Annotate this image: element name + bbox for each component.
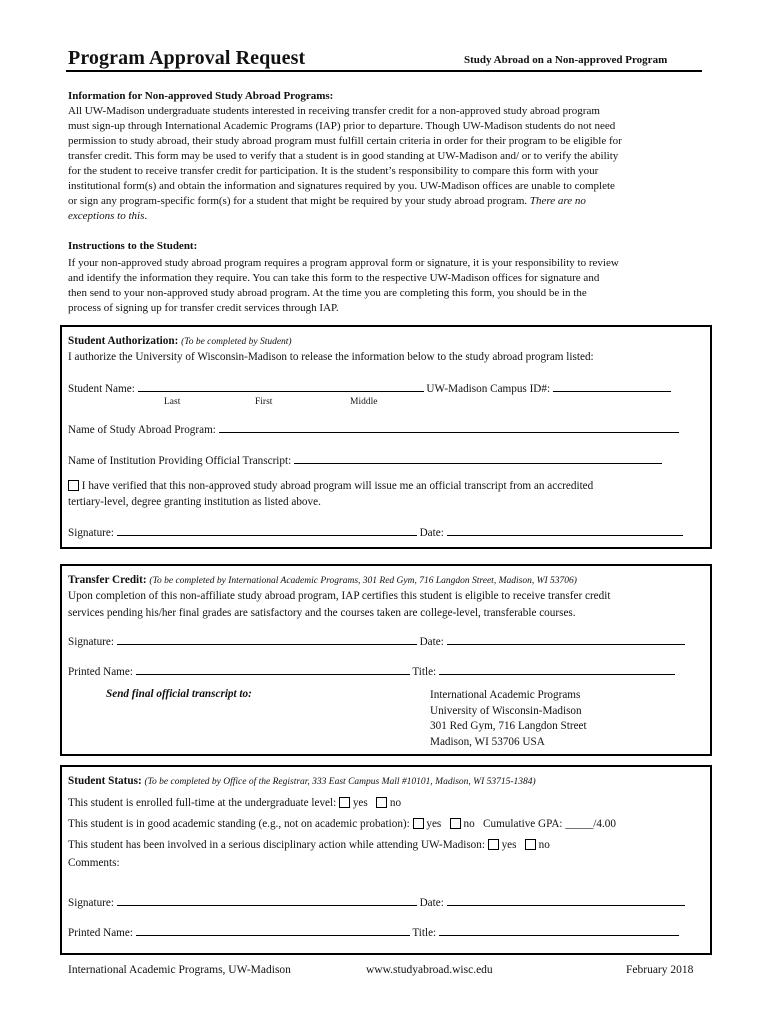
status-heading-row — [68, 775, 536, 787]
signature-label: Signature: — [68, 636, 117, 648]
gpa-label: Cumulative GPA: — [483, 818, 566, 830]
disciplinary-yes-checkbox[interactable] — [488, 839, 499, 850]
info-line: for the student to receive transfer credit for participation. It is the student’s responsibility to compare this form with your — [68, 165, 599, 177]
address-line: 301 Red Gym, 716 Langdon Street — [430, 720, 587, 732]
sub-first: First — [255, 397, 273, 407]
info-line: institutional form(s) and obtain the information and signatures required by you. UW-Madison offices are unable to complete — [68, 180, 615, 192]
campus-id-field[interactable] — [553, 381, 671, 392]
instructions-line: If your non-approved study abroad program requires a program approval form or signature, it is your responsibility to review — [68, 257, 619, 269]
yes-label: yes — [426, 818, 442, 830]
registrar-printed-name-field[interactable] — [136, 925, 410, 936]
address-line: Madison, WI 53706 USA — [430, 735, 545, 748]
info-heading: Information for Non-approved Study Abroad Programs: — [68, 90, 334, 102]
info-line: All UW-Madison undergraduate students interested in receiving transfer credit for a non-approved study abroad program — [68, 105, 600, 117]
iap-signature-field[interactable] — [117, 634, 417, 645]
iap-title-field[interactable] — [439, 664, 675, 675]
program-name-field[interactable] — [219, 422, 679, 433]
printed-name-label: Printed Name: — [68, 927, 136, 939]
yes-label: yes — [501, 839, 517, 851]
gpa-field[interactable]: _____/4.00 — [565, 818, 616, 830]
program-name-label: Name of Study Abroad Program: — [68, 424, 219, 436]
student-auth-note: (To be completed by Student) — [181, 337, 292, 347]
title-divider — [66, 70, 702, 72]
info-emphasis: There are no — [529, 195, 586, 207]
institution-field[interactable] — [294, 453, 662, 464]
date-label: Date: — [416, 636, 447, 648]
disciplinary-no-checkbox[interactable] — [525, 839, 536, 850]
yes-label: yes — [352, 797, 368, 809]
footer-date: February 2018 — [626, 964, 694, 976]
student-date-field[interactable] — [447, 525, 683, 536]
iap-printed-name-field[interactable] — [136, 664, 410, 675]
instructions-line: process of signing up for transfer credit services through IAP. — [68, 302, 339, 314]
signature-label: Signature: — [68, 897, 117, 909]
student-name-field[interactable] — [138, 381, 424, 392]
student-signature-row — [68, 525, 683, 539]
student-name-row — [68, 381, 671, 395]
registrar-title-field[interactable] — [439, 925, 679, 936]
standing-question: This student is in good academic standing (e.g., not on academic probation): — [68, 818, 413, 830]
verify-text-cont: tertiary-level, degree granting institution as listed above. — [68, 496, 321, 508]
info-paragraph — [68, 104, 718, 224]
info-line: transfer credit. This form may be used to verify that a student is in good standing at UW-Madison and/ or to verify the ability — [68, 150, 619, 162]
student-auth-heading-row — [68, 335, 292, 347]
student-auth-intro: I authorize the University of Wisconsin-Madison to release the information below to the study abroad program listed: — [68, 351, 594, 363]
enrolled-row — [68, 797, 401, 809]
transfer-heading: Transfer Credit: — [68, 574, 147, 586]
info-line: must sign-up through International Academic Programs (IAP) prior to departure. Though UW-Madison students do not need — [68, 120, 616, 132]
signature-label: Signature: — [68, 527, 117, 539]
standing-yes-checkbox[interactable] — [413, 818, 424, 829]
enrolled-question: This student is enrolled full-time at the undergraduate level: — [68, 797, 340, 809]
student-auth-heading: Student Authorization: — [68, 335, 179, 347]
info-line-text: . — [144, 210, 148, 222]
no-label: no — [463, 818, 475, 830]
registrar-signature-row — [68, 895, 685, 909]
registrar-signature-field[interactable] — [117, 895, 417, 906]
page-title: Program Approval Request — [68, 47, 306, 69]
footer-office: International Academic Programs, UW-Madison — [68, 964, 291, 976]
printed-name-label: Printed Name: — [68, 666, 136, 678]
disciplinary-question: This student has been involved in a serious disciplinary action while attending UW-Madison: — [68, 839, 488, 851]
address-line: International Academic Programs — [430, 689, 581, 701]
info-line — [68, 194, 718, 209]
registrar-printed-name-row — [68, 925, 679, 939]
transfer-note: (To be completed by International Academic Programs, 301 Red Gym, 716 Langdon Street, Madison, WI 53706) — [149, 576, 577, 586]
date-label: Date: — [416, 897, 447, 909]
iap-signature-row — [68, 634, 685, 648]
comments-label[interactable]: Comments: — [68, 857, 120, 869]
verify-row — [68, 480, 593, 492]
transfer-line: services pending his/her final grades are satisfactory and the courses taken are college-level, transferable courses. — [68, 607, 576, 619]
instructions-line: and identify the information they require. You can take this form to the respective UW-Madison offices for signature and — [68, 272, 600, 284]
date-label: Date: — [416, 527, 447, 539]
campus-id-label: UW-Madison Campus ID#: — [423, 383, 553, 395]
registrar-date-field[interactable] — [447, 895, 685, 906]
title-label: Title: — [409, 666, 439, 678]
transfer-credit-section — [60, 564, 712, 756]
info-line — [68, 209, 718, 224]
info-line-text: or sign any program-specific form(s) for a student that might be required by your study abroad program. — [68, 195, 530, 207]
transfer-heading-row — [68, 574, 577, 586]
verify-checkbox[interactable] — [68, 480, 79, 491]
info-line: permission to study abroad, their study abroad program must fulfill certain criteria in order for their program to be eligible for — [68, 135, 622, 147]
standing-row — [68, 818, 616, 830]
status-note: (To be completed by Office of the Registrar, 333 East Campus Mall #10101, Madison, WI 53715-1384) — [144, 777, 536, 787]
program-name-row — [68, 422, 679, 436]
enrolled-no-checkbox[interactable] — [376, 797, 387, 808]
institution-row — [68, 453, 662, 467]
info-emphasis: exceptions to this — [68, 210, 145, 222]
sub-middle: Middle — [350, 397, 378, 407]
mailing-address — [430, 688, 587, 750]
instructions-paragraph — [68, 256, 718, 316]
transfer-line: Upon completion of this non-affiliate study abroad program, IAP certifies this student is eligible to receive transfer credit — [68, 590, 611, 602]
iap-printed-name-row — [68, 664, 675, 678]
disciplinary-row — [68, 839, 550, 851]
instructions-line: then send to your non-approved study abroad program. At the time you are completing this form, you should be in the — [68, 287, 587, 299]
no-label: no — [538, 839, 550, 851]
send-transcript-label: Send final official transcript to: — [106, 688, 252, 700]
standing-no-checkbox[interactable] — [450, 818, 461, 829]
student-authorization-section — [60, 325, 712, 549]
student-name-label: Student Name: — [68, 383, 138, 395]
enrolled-yes-checkbox[interactable] — [339, 797, 350, 808]
no-label: no — [389, 797, 402, 809]
verify-text: I have verified that this non-approved study abroad program will issue me an official transcript from an accredited — [79, 480, 594, 492]
title-label: Title: — [409, 927, 439, 939]
student-signature-field[interactable] — [117, 525, 417, 536]
sub-last: Last — [164, 397, 181, 407]
address-line: University of Wisconsin-Madison — [430, 704, 582, 717]
page-subtitle: Study Abroad on a Non-approved Program — [464, 54, 668, 66]
status-heading: Student Status: — [68, 775, 142, 787]
iap-date-field[interactable] — [447, 634, 685, 645]
instructions-heading: Instructions to the Student: — [68, 240, 198, 252]
student-status-section — [60, 765, 712, 955]
institution-label: Name of Institution Providing Official Transcript: — [68, 455, 295, 467]
footer-website[interactable]: www.studyabroad.wisc.edu — [366, 964, 493, 976]
